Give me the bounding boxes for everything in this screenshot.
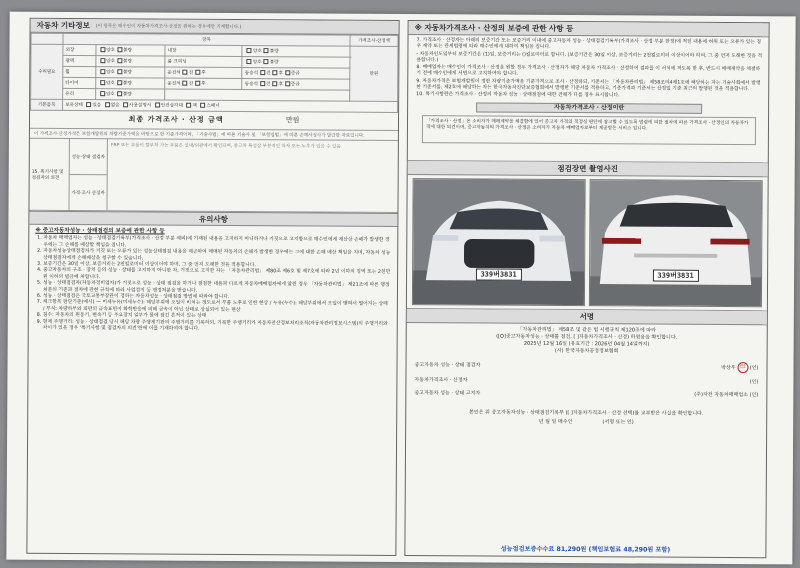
checkbox[interactable] <box>117 69 122 74</box>
final-price-label: 최종 가격조사 · 산정 금액 <box>128 115 224 124</box>
opinion-text: FRP 또는 부품이 탈부착 가능 부품은 실내/외관에서 확인되며, 중고차 특성상 부분적인 하자 또는 노후가 있을 수 있음 <box>110 143 341 150</box>
car-front-illustration <box>413 179 585 305</box>
opinion-label: 15. 특기사항 및 점검자의 의견 <box>29 139 69 210</box>
notice-item: 4. 중고자동차의 구조 · 장치 등의 성능 · 상태를 고지하지 아니한 자, 거짓으로 고지한 자는 「자동차관리법」 제80조 제6호 및 제7호에 따라 2년 이하의 징역 또는 2천만원 이하의 벌금에 처합니다. <box>43 268 391 283</box>
checkbox[interactable] <box>123 102 128 107</box>
checkbox[interactable] <box>260 81 265 86</box>
opinion-checker-label: 성능·상태 점검자 <box>70 139 107 175</box>
photo-area <box>407 175 768 311</box>
car-front-photo <box>412 178 586 306</box>
checkbox[interactable] <box>100 58 105 63</box>
checkbox[interactable] <box>264 59 269 64</box>
price-guarantee-header: ※ 자동차가격조사 · 산정의 보증에 관한 사항 등 <box>409 21 769 37</box>
notice-header: 유의사항 <box>29 211 397 227</box>
checkbox[interactable] <box>260 70 265 75</box>
notice-list <box>35 236 392 334</box>
checkbox[interactable] <box>195 81 200 86</box>
checkbox[interactable] <box>105 102 110 107</box>
checkbox[interactable] <box>272 81 277 86</box>
row-exterior: 수리필요 외장 양호 불량 내장 양호 불량 만원 <box>31 44 398 57</box>
final-price-row <box>30 111 398 131</box>
notice-item: 7. 체크항목 판단기준(예시) — 미세누유(미세누수): 해당부위에 오일이 비치는 정도로서 부품 노후로 인한 현상 / 누유(누수): 해당부위에서 오일이 맺혀서 떨어지는 상태 / 부식: 차량하부와 외판의 금속표면이 화학반응에 의해 금속이 아닌 상태로 상실되어 있는 현상 <box>43 300 391 315</box>
license-plate-rear: 339버3831 <box>652 270 698 282</box>
pricing-definition-header: 자동차가격조사 · 산정이란 <box>476 102 702 114</box>
checkbox[interactable] <box>285 81 290 86</box>
col-result: 가격조사·산정액 <box>350 35 398 46</box>
confirm-line: ([O]중고자동차성능 · 상태를 점검, [ ]자동차가격조사 · 산정) 하였음을 확인합니다. <box>496 333 678 341</box>
final-price-unit: 만원 <box>285 116 300 125</box>
notice-item: 3. 보증기간은 30일 이상, 보증거리는 2천킬로미터 이상이어야 하며, 그 중 먼저 도래한 것을 적용합니다. <box>43 262 391 271</box>
checker-name: 박상우 <box>721 364 736 372</box>
notifier-row: 중고자동차 성능 · 상태 고지자 (주)자전 자동차매매업소 (인) <box>414 390 759 399</box>
checkbox[interactable] <box>117 80 122 85</box>
checkbox[interactable] <box>86 102 91 107</box>
checkbox[interactable] <box>117 58 122 63</box>
repair-label: 수리필요 <box>31 44 63 99</box>
checkbox[interactable] <box>247 59 252 64</box>
pricing-definition-text: 「가격조사 · 산정」은 소비자가 매매계약을 체결함에 있어 중고차 가격의 적정성 판단에 참고할 수 있도록 법령에 의한 절차에 따른 가격조사 · 산정인의 자동차가격에 대한 의견이며, 중고자동차의 가격조사 · 산정은 소비자가 자동차 매매업자로부터 제공받은 서비스 입니다. <box>422 115 756 145</box>
row-basic-items: 기본품목 보유상태 있음 없음 사용설명서 안전삼각대 잭 스패너 <box>31 99 398 112</box>
car-rear-photo <box>589 179 763 307</box>
opinion-section <box>29 139 397 213</box>
checkbox[interactable] <box>247 48 252 53</box>
checkbox[interactable] <box>264 48 269 53</box>
notice-item: 1. 자동차 매매업자는 성능 · 상태점검기록부(가격조사 · 산정 부분 제외)에 기재된 내용을 고지하지 아니하거나 거짓으로 고지함으로 매수인에게 재산상 손해가 발생한 경우에는 그 손해를 배상할 책임을 집니다. <box>43 236 391 251</box>
receipt-line: 본인은 위 중고자동차성능 · 상태점검기록부 ([ ]자동차가격조사 · 산정 선택)를 교부받은 사실을 확인합니다. <box>468 409 704 417</box>
other-info-title: 자동차 기타정보 <box>36 20 90 31</box>
price-guarantee-section <box>408 35 769 163</box>
left-column <box>26 18 399 556</box>
other-info-note: (이 항목은 매수인이 자동차가격조사·산정을 원하는 경우에만 기재합니다.) <box>95 23 242 30</box>
checkbox[interactable] <box>186 103 191 108</box>
notice-item: 8. 침수: 자동차의 원동기, 변속기 등 주요장치 일부가 물에 잠긴 흔적이 있는 상태 <box>43 313 391 322</box>
photo-header: 점검장면 촬영사진 <box>408 161 768 177</box>
paragraph: 8. 매매업자는 매수인이 가격조사 · 산정을 원할 경우 가격조사 · 산정자가 해당 자동차 가격조사 · 산정하여 결과를 이 서식에 적도록 한 후, 반드시 매매계약을 체결하기 전에 매수인에게 서면으로 고지하여야 합니다. <box>416 65 761 78</box>
paragraph: - 자동차인도일부터 보증기간은 (1)일, 보증거리는 ()킬로미터로 합니다. (보증기간은 30일 이상, 보증거리는 2천킬로미터 이상이어야 하며, 그 중 먼저 도래한 것을 적용합니다.) <box>416 51 763 64</box>
notifier-name: (주)자전 자동차매매업소 <box>694 391 749 399</box>
opinion-pricer-label: 가격·조사 산정자 <box>71 190 105 196</box>
price-note: 이 가격조사·산정가격은 보험개발원의 차량기준가액을 바탕으로 한 기준가격이며, 「기술사법」에 따른 기술사 및 「보험업법」에 따른 손해사정사가 발급한 자료입니다. <box>30 129 398 141</box>
paragraph: 10. 특기사항란은 가격조사 · 산정의 자동차 성능 · 상태점검에 대한 견해가 다를 경우 표시합니다. <box>416 92 620 99</box>
law-line: 「자동차관리법」 제58조 및 같은 법 시행규칙 제120조에 따라 <box>517 326 656 334</box>
checkbox[interactable] <box>155 102 160 107</box>
seal-icon: 印 <box>737 362 748 373</box>
checkbox[interactable] <box>117 91 122 96</box>
row-wheel: 휠 양호 불량 운전석 전 후 동승석 전 후 중급 <box>31 66 398 79</box>
row-tire: 타이어 양호 불량 운전석 전 후 동승석 전 후 중급 <box>31 77 398 90</box>
checkbox[interactable] <box>100 91 105 96</box>
checkbox[interactable] <box>100 69 105 74</box>
notice-item: 9. 현재 주행거리: 성능 · 상태점검 당시 해당 차량 주행계기판의 주행거리를 기록하되, 기록한 주행거리가 자동차전산정보처리조직(자동차관리정보시스템)의 주행거리와 차이가 있을 경우 '특기사항 및 점검자의 의견'란에 이를 기재하여야 합니다. <box>43 320 391 335</box>
checkbox[interactable] <box>285 70 290 75</box>
paragraph: 9. 자동차가격은 보험개발원이 정한 차량기준가액을 기준가격으로 조사 · 산정하되, 기준서는 「자동차관리법」 제58조의4제1호에 해당하는 자는 기술사회에서 발행한 기준서를, 제2호에 해당하는 자는 한국자동차진단보증협회에서 발행한 기준서를 적용하고, 기준가격과 기준서는 산정일 기준 최근의 발행된 것을 적용합니다. <box>416 78 761 93</box>
license-plate-front: 339버3831 <box>475 268 521 280</box>
row-gloss: 광택 양호 불량 룸 크리닝 양호 불량 <box>31 55 398 68</box>
receipt-date-row: 년 월 일 매수인 (서명 또는 인) <box>538 418 634 426</box>
pricer-row: 자동차가격조사 · 산정자 (인) <box>414 377 759 386</box>
checker-row: 중고자동차 성능 · 상태 점검자 박상우 印 (인) <box>414 362 759 372</box>
col-item: 항목 <box>63 33 350 46</box>
checkbox[interactable] <box>200 103 205 108</box>
checkbox[interactable] <box>183 81 188 86</box>
date-line: 2025년 12월 16일 (유효기간 : 2026년 04월 14일까지) <box>523 340 650 348</box>
checkbox[interactable] <box>273 70 278 75</box>
fee-line: 성능점검보증수수료 81,290원 (책임보험료 48,290원 포함) <box>500 545 671 554</box>
notice-title: ※ 중고자동차성능 · 상태점검의 보증에 관한 사항 등 <box>35 227 165 235</box>
signature-section <box>406 323 767 430</box>
org-name: (사) 한국자동차공정정보협회 <box>554 347 619 355</box>
signature-header: 서명 <box>407 309 767 325</box>
paragraph: 7. 가격조사 · 산정자는 아래의 보증기간 또는 보증거리 이내에 중고자동차 성능 · 상태점검기록부(가격조사 · 산정 부분 한정)에 적힌 내용에 허위 또는 오류가 있는 경우 계약 또는 관계법령에 따라 매수인에게 대하여 책임을 집니다. <box>416 38 762 51</box>
notice-item: 6. 성능 · 상태점검은 국토교통부장관이 정하는 자동차성능 · 상태점검 방법에 따라야 합니다. <box>43 294 391 303</box>
checkbox[interactable] <box>183 70 188 75</box>
checkbox[interactable] <box>117 47 122 52</box>
checkbox[interactable] <box>195 70 200 75</box>
checkbox[interactable] <box>100 80 105 85</box>
checkbox[interactable] <box>100 47 105 52</box>
document-sheet <box>6 12 795 565</box>
car-rear-illustration <box>590 180 762 306</box>
unit-won: 만원 <box>350 46 398 101</box>
row-glass: 유리 양호 불량 <box>31 88 398 101</box>
notice-item: 2. 자동차성능상태점검자가 거짓 또는 오류가 있는 성능상태점검 내용을 제공하여 매매된 자동차의 손해가 발생한 경우에는 그에 대한 손해 배상 책임을 지며, 자동차 성능상태점검자에게 손해배상을 청구할 수 있습니다. <box>43 249 391 264</box>
notice-section <box>29 225 398 338</box>
right-column <box>404 20 769 558</box>
other-info-table <box>30 33 398 113</box>
notice-item: 5. 성능 · 상태점검자(자동차정비업자)가 거짓으로 성능 · 상태 점검을 하거나 점검한 내용과 다르게 자동차매매업자에게 알린 경우 「자동차관리법」 제21조에 따른 행정처분의 기준과 절차에 관한 규칙에 따라 사업정지 등 행정처분을 받습니다. <box>43 281 391 296</box>
